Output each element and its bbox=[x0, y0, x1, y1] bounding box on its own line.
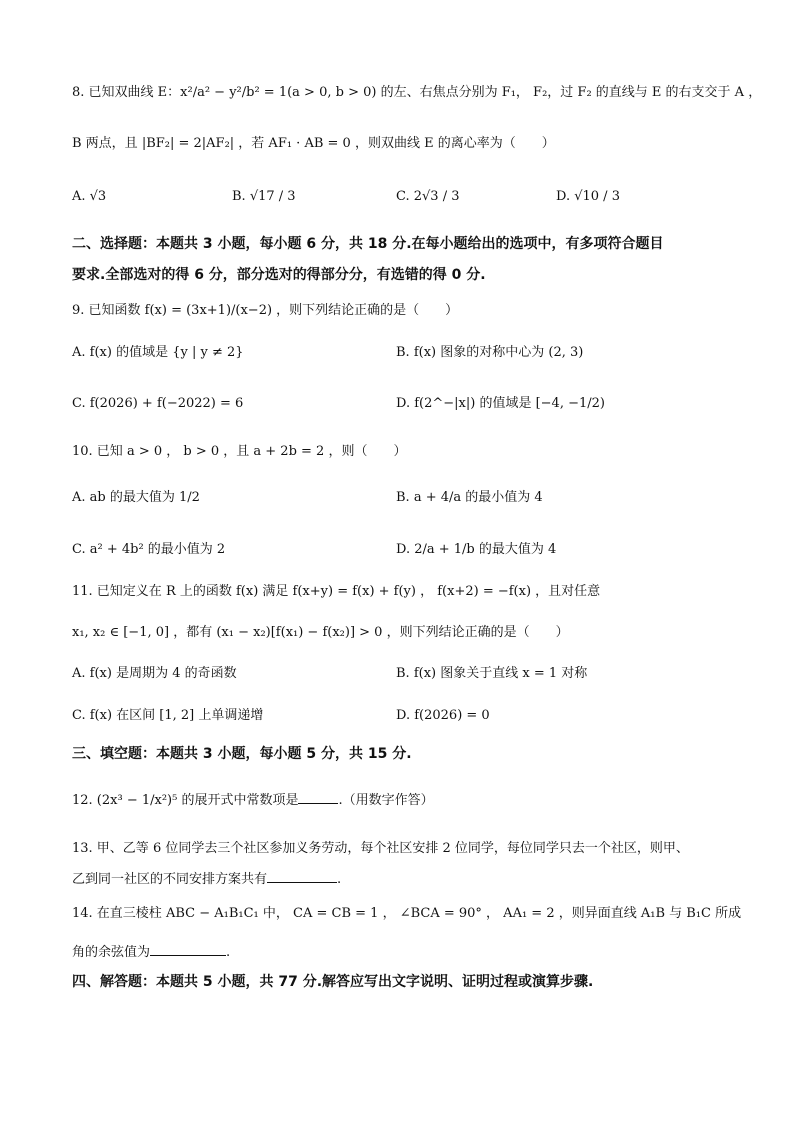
q10-option-a: A. ab 的最大值为 1/2 bbox=[72, 490, 200, 505]
q11-option-c: C. f(x) 在区间 [1, 2] 上单调递增 bbox=[72, 708, 264, 723]
q14-tail: . bbox=[226, 945, 231, 960]
section-2-heading-line-1: 二、选择题：本题共 3 小题，每小题 6 分，共 18 分.在每小题给出的选项中，有多项符合题目 bbox=[72, 236, 664, 252]
q13-answer-blank[interactable] bbox=[267, 868, 337, 883]
q8-option-a: A. √3 bbox=[72, 189, 107, 204]
q9-option-c: C. f(2026) + f(−2022) = 6 bbox=[72, 396, 244, 411]
q8-option-d: D. √10 / 3 bbox=[556, 189, 620, 204]
q14-line-2 bbox=[72, 941, 230, 963]
q12-stem-text: 12. (2x³ − 1/x²)⁵ 的展开式中常数项是 bbox=[72, 793, 299, 808]
q11-option-b: B. f(x) 图象关于直线 x = 1 对称 bbox=[396, 666, 588, 681]
q8-line-1: 8. 已知双曲线 E：x²/a² − y²/b² = 1(a > 0, b > 0) 的左、右焦点分别为 F₁， F₂，过 F₂ 的直线与 E 的右支交于 A ， bbox=[72, 85, 762, 100]
q12-tail: .（用数字作答） bbox=[338, 793, 434, 808]
q10-option-b: B. a + 4/a 的最小值为 4 bbox=[396, 490, 543, 505]
q9-option-d: D. f(2^−|x|) 的值域是 [−4, −1/2) bbox=[396, 396, 605, 411]
q14-line-1: 14. 在直三棱柱 ABC − A₁B₁C₁ 中， CA = CB = 1 ， ∠BCA = 90° ， AA₁ = 2 ，则异面直线 A₁B 与 B₁C 所成 bbox=[72, 906, 742, 921]
q8-line-2: B 两点，且 |BF₂| = 2|AF₂| ，若 AF₁ · AB = 0 ，则双曲线 E 的离心率为（ ） bbox=[72, 136, 555, 151]
q11-line-1: 11. 已知定义在 R 上的函数 f(x) 满足 f(x+y) = f(x) + f(y) ， f(x+2) = −f(x) ，且对任意 bbox=[72, 584, 601, 599]
q9-stem: 9. 已知函数 f(x) = (3x+1)/(x−2) ，则下列结论正确的是（ ） bbox=[72, 303, 459, 318]
q13-tail: . bbox=[337, 872, 342, 887]
q10-option-c: C. a² + 4b² 的最小值为 2 bbox=[72, 542, 226, 557]
q9-option-a: A. f(x) 的值域是 {y | y ≠ 2} bbox=[72, 345, 244, 360]
q9-option-b: B. f(x) 图象的对称中心为 (2, 3) bbox=[396, 345, 584, 360]
section-4-heading: 四、解答题：本题共 5 小题，共 77 分.解答应写出文字说明、证明过程或演算步骤. bbox=[72, 974, 594, 990]
q11-line-2: x₁, x₂ ∈ [−1, 0] ，都有 (x₁ − x₂)[f(x₁) − f(x₂)] > 0 ，则下列结论正确的是（ ） bbox=[72, 625, 569, 640]
q13-line-2 bbox=[72, 868, 341, 890]
q12-answer-blank[interactable] bbox=[298, 789, 338, 804]
q8-option-b: B. √17 / 3 bbox=[232, 189, 296, 204]
q10-stem: 10. 已知 a > 0 ， b > 0 ，且 a + 2b = 2 ，则（ ） bbox=[72, 444, 407, 459]
q13-line-1: 13. 甲、乙等 6 位同学去三个社区参加义务劳动，每个社区安排 2 位同学，每位同学只去一个社区，则甲、 bbox=[72, 841, 689, 856]
q14-line-2-text: 角的余弦值为 bbox=[72, 945, 151, 960]
q11-option-d: D. f(2026) = 0 bbox=[396, 708, 490, 723]
q8-option-c: C. 2√3 / 3 bbox=[396, 189, 460, 204]
q11-option-a: A. f(x) 是周期为 4 的奇函数 bbox=[72, 666, 237, 681]
section-2-heading-line-2: 要求.全部选对的得 6 分，部分选对的得部分分，有选错的得 0 分. bbox=[72, 267, 486, 283]
section-3-heading: 三、填空题：本题共 3 小题，每小题 5 分，共 15 分. bbox=[72, 746, 412, 762]
q13-line-2-text: 乙到同一社区的不同安排方案共有 bbox=[72, 872, 268, 887]
q12-stem bbox=[72, 789, 434, 811]
q14-answer-blank[interactable] bbox=[150, 941, 226, 956]
q10-option-d: D. 2/a + 1/b 的最大值为 4 bbox=[396, 542, 557, 557]
